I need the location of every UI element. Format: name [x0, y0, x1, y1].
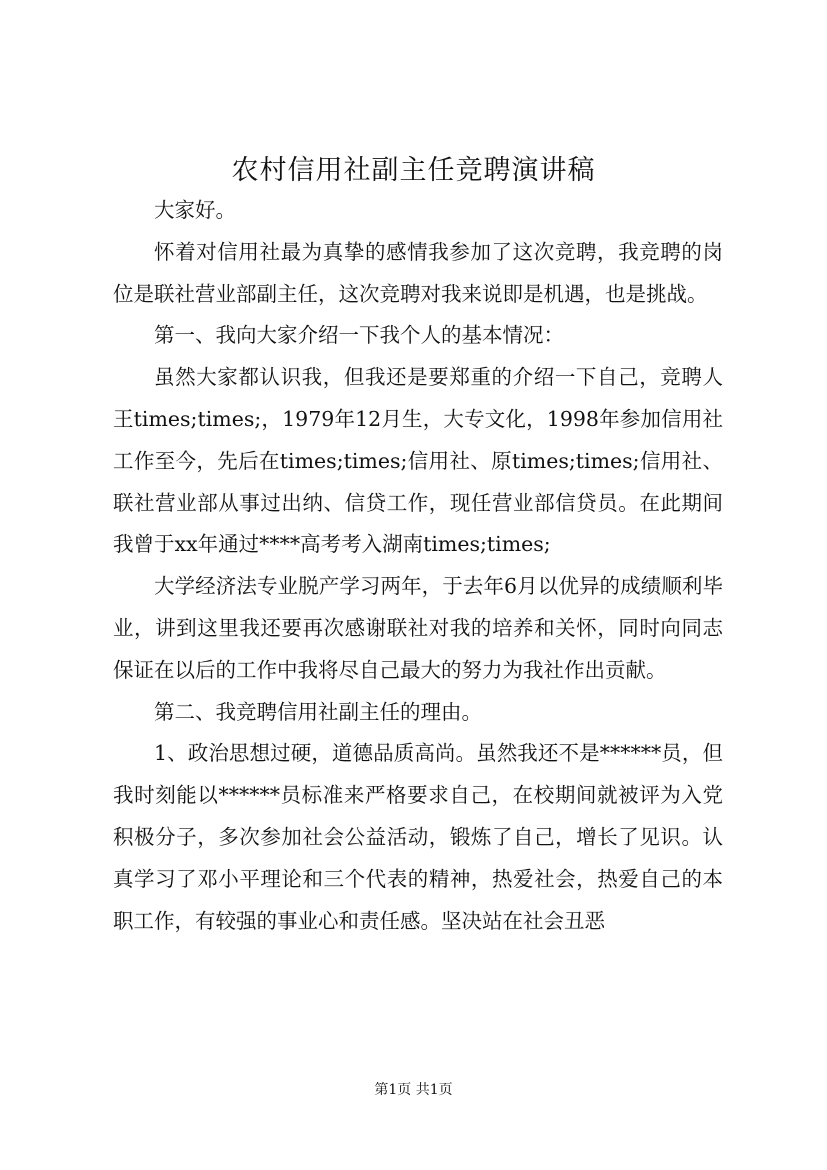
paragraph-greeting: 大家好。: [154, 198, 236, 222]
document-body: [113, 190, 723, 942]
paragraph-background: 虽然大家都认识我，但我还是要郑重的介绍一下自己，竞聘人王times;times;，1979年12月生，大专文化，1998年参加信用社工作至今，先后在times;times;信用社、原times;times;信用社、联社营业部从事过出纳、信贷工作，现任营业部信贷员。在此期间我曾于xx年通过****高考考入湖南times;times;: [113, 365, 723, 557]
paragraph-section-two-heading: 第二、我竞聘信用社副主任的理由。: [154, 699, 482, 724]
paragraph-reason-one: 1、政治思想过硬，道德品质高尚。虽然我还不是******员，但我时刻能以******员标准来严格要求自己，在校期间就被评为入党积极分子，多次参加社会公益活动，锻炼了自己，增长了见识。认真学习了邓小平理论和三个代表的精神，热爱社会，热爱自己的本职工作，有较强的事业心和责任感。坚决站在社会丑恶: [113, 741, 723, 933]
paragraph-section-one-heading: 第一、我向大家介绍一下我个人的基本情况：: [154, 323, 564, 348]
paragraph-education: 大学经济法专业脱产学习两年，于去年6月以优异的成绩顺利毕业，讲到这里我还要再次感谢联社对我的培养和关怀，同时向同志保证在以后的工作中我将尽自己最大的努力为我社作出贡献。: [113, 574, 723, 682]
paragraph-intro: 怀着对信用社最为真挚的感情我参加了这次竞聘，我竞聘的岗位是联社营业部副主任，这次竞聘对我来说即是机遇，也是挑战。: [113, 239, 723, 306]
page-footer: 第1页 共1页: [374, 1082, 453, 1098]
document-title: 农村信用社副主任竞聘演讲稿: [231, 155, 596, 186]
